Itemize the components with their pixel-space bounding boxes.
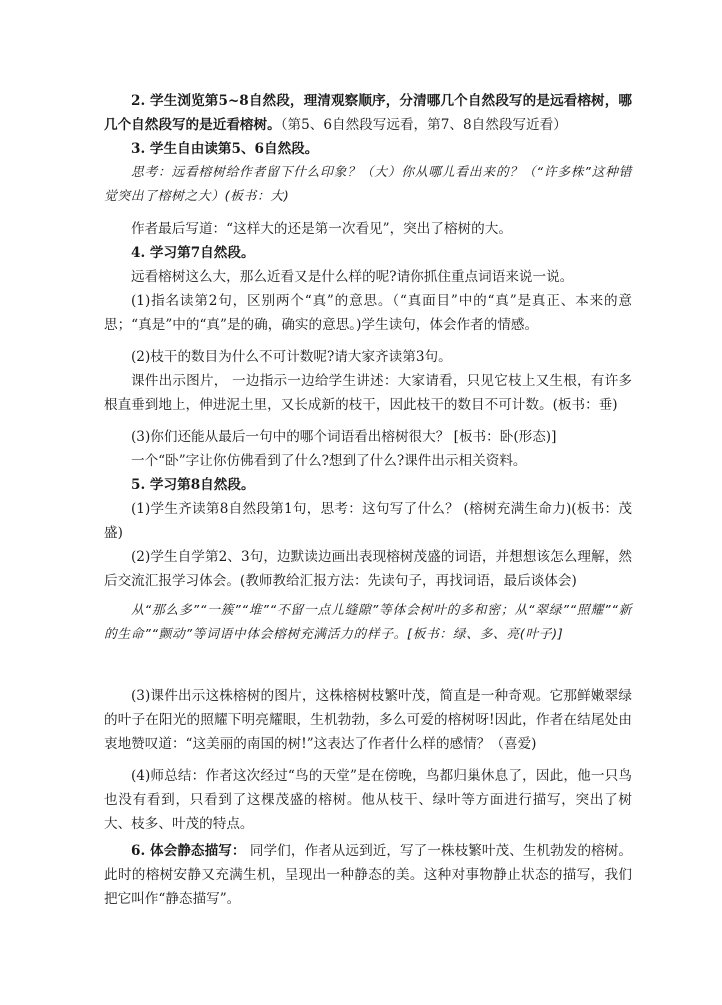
paragraph-item-1-read: (1)学生齐读第8自然段第1句，思考：这句写了什么？ (榕树充满生命力)(板书：茂盛) <box>104 501 632 541</box>
paragraph-item-2-branches: (2)枝干的数目为什么不可计数呢?请大家齐读第3句。 <box>131 349 452 365</box>
paragraph-item-3-wo: (3)你们还能从最后一句中的哪个词语看出榕树很大？ [板书：卧(形态)] <box>131 429 557 445</box>
paragraph-step-2 <box>104 89 632 137</box>
step-4-heading-text: 4. 学习第7自然段。 <box>131 245 255 261</box>
heading-step-5 <box>104 473 632 497</box>
paragraph-item-3-picture: (3)课件出示这株榕树的图片，这株榕树枝繁叶茂，简直是一种奇观。它那鲜嫩翠绿的叶子在阳光的照耀下明亮耀眼，生机勃勃，多么可爱的榕树呀!因此，作者在结尾处由衷地赞叹道：“这美丽的南国的树!”这表达了作者什么样的感情？（喜爱) <box>104 688 632 752</box>
paragraph-words-leaves: 从“那么多”“一簇”“堆”“不留一点儿缝隙”等体会树叶的多和密；从“翠绿”“照耀”“新的生命”“颤动”等词语中体会榕树充满活力的样子。[板书：绿、多、亮(叶子)] <box>104 603 632 642</box>
paragraph-item-2-self-study: (2)学生自学第2、3句，边默读边画出表现榕树茂盛的词语，并想想该怎么理解，然后交流汇报学习体会。(教师教给汇报方法：先读句子，再找词语，最后谈体会) <box>104 549 632 589</box>
paragraph-item-1-zhen: (1)指名读第2句，区别两个“真”的意思。（“真面目”中的“真”是真正、本来的意思；“真是”中的“真”是的确，确实的意思。)学生读句，体会作者的情感。 <box>104 293 632 333</box>
paragraph-courseware-picture: 课件出示图片， 一边指示一边给学生讲述：大家请看，只见它枝上又生根，有许多根直垂到地上，伸进泥土里，又长成新的枝干，因此枝干的数目不可计数。(板书：垂) <box>104 373 632 413</box>
step-6-body: 同学们，作者从远到近，写了一株枝繁叶茂、生机勃发的榕树。此时的榕树安静又充满生机，呈现出一种静态的美。这种对事物静止状态的描写，我们把它叫作“静态描写”。 <box>104 843 632 907</box>
paragraph-step-6 <box>104 839 632 911</box>
step-2-note: （第5、6自然段写远看，第7、8自然段写近看） <box>280 117 567 133</box>
paragraph-wo-character: 一个“卧”字让你仿佛看到了什么?想到了什么?课件出示相关资料。 <box>131 453 527 469</box>
step-3-heading-text: 3. 学生自由读第5、6自然段。 <box>131 141 319 157</box>
paragraph-near-view-question: 远看榕树这么大，那么近看又是什么样的呢?请你抓住重点词语来说一说。 <box>131 269 574 285</box>
paragraph-think-far-view: 思考：远看榕树给作者留下什么印象？（大）你从哪儿看出来的？（“许多株”这种错觉突出了榕树之大）(板书：大) <box>104 165 632 204</box>
paragraph-author-final: 作者最后写道：“这样大的还是第一次看见”，突出了榕树的大。 <box>131 221 512 237</box>
step-6-heading: 6. 体会静态描写： <box>131 843 246 859</box>
step-5-heading-text: 5. 学习第8自然段。 <box>131 477 255 493</box>
heading-step-3 <box>104 137 632 161</box>
heading-step-4 <box>104 241 632 265</box>
paragraph-item-4-summary: (4)师总结：作者这次经过“鸟的天堂”是在傍晚，鸟都归巢休息了，因此，他一只鸟也没有看到，只看到了这棵茂盛的榕树。他从枝干、绿叶等方面进行描写，突出了树大、枝多、叶茂的特点。 <box>104 768 632 832</box>
step-2-heading: 2. 学生浏览第5~8自然段，理清观察顺序，分清哪几个自然段写的是远看榕树，哪几个自然段写的是近看榕树。 <box>104 93 632 133</box>
